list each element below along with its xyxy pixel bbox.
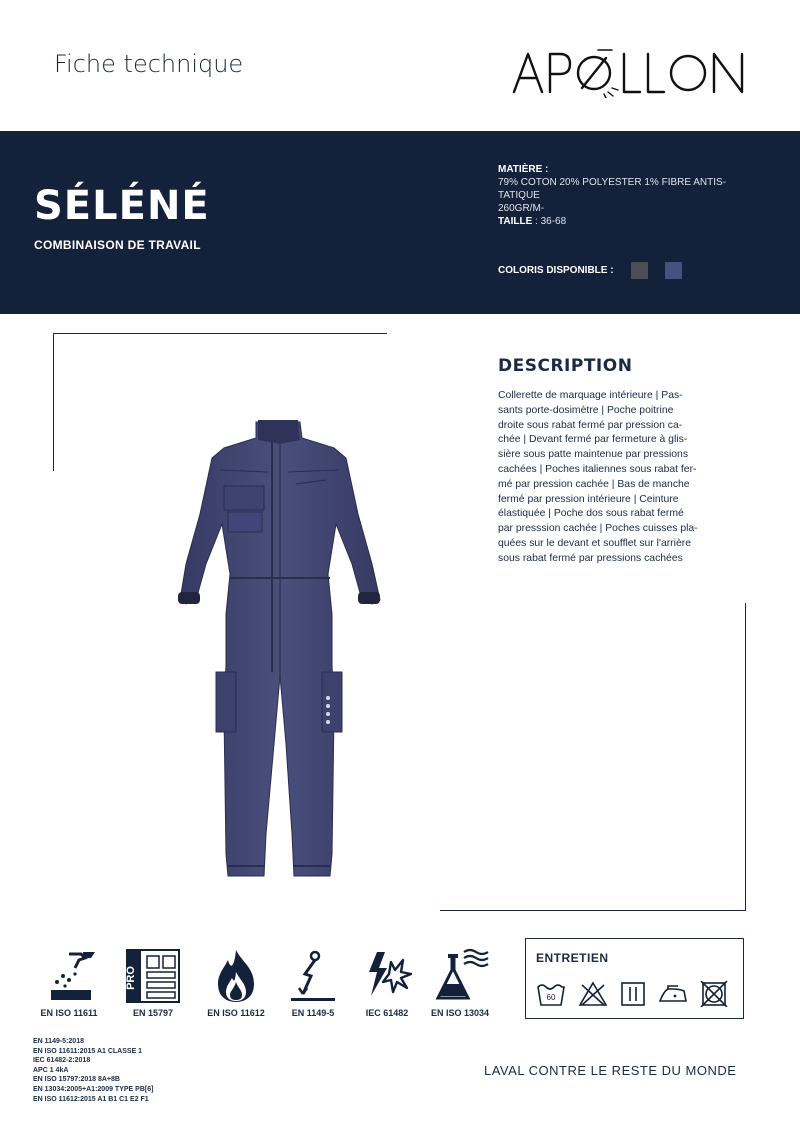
frame-line-right (745, 603, 746, 911)
description-line: par presssion cachée | Poches cuisses pla- (498, 523, 698, 535)
description-line: sants porte-dosimètre | Poche poitrine (498, 404, 674, 416)
description-line: mé par pression cachée | Bas de manche (498, 478, 690, 490)
norms-list (33, 1037, 153, 1104)
coverall-image (176, 414, 382, 884)
description-line: droite sous rabat fermé par pression ca- (498, 419, 683, 431)
norm-item: EN ISO 15797:2018 8A+8B (33, 1076, 120, 1084)
cert-label: EN ISO 11611 (40, 1008, 98, 1018)
cert-label: EN ISO 11612 (207, 1008, 265, 1018)
cert-label: EN 15797 (132, 1008, 174, 1018)
care-title: ENTRETIEN (536, 951, 609, 965)
product-subtitle: COMBINAISON DE TRAVAIL (34, 238, 201, 252)
product-specs (498, 163, 768, 228)
norm-item: APC 1 4kA (33, 1066, 69, 1074)
colors-row (498, 262, 682, 279)
color-swatch-navy[interactable] (665, 262, 682, 279)
cert-en-15797 (111, 948, 195, 1018)
material-value-line2: TATIQUE (498, 190, 540, 201)
material-value-line1: 79% COTON 20% POLYESTER 1% FIBRE ANTIS- (498, 177, 727, 188)
colors-label: COLORIS DISPONIBLE : (498, 265, 614, 276)
frame-line-bottom (440, 910, 746, 911)
no-tumble-dry-icon (700, 981, 728, 1007)
description-line: chée | Devant fermé par fermeture à glis- (498, 434, 688, 446)
norm-item: EN ISO 11612:2015 A1 B1 C1 E2 F1 (33, 1095, 149, 1103)
cert-en-1149-5 (271, 948, 355, 1018)
wash-temp: 60 (546, 993, 556, 1002)
description-text (498, 389, 720, 567)
cert-en-iso-11611 (27, 948, 111, 1018)
material-label: MATIÈRE : (498, 164, 549, 175)
frame-line-top (53, 333, 387, 334)
description-line: sous rabat fermé par pressions cachées (498, 552, 683, 564)
line-dry-icon (620, 981, 646, 1007)
product-name: SÉLÉNÉ (34, 183, 210, 229)
description-line: sière sous patte maintenue par pressions (498, 449, 689, 461)
welding-icon (39, 948, 99, 1004)
care-icons-row (536, 981, 728, 1007)
size-label: TAILLE (498, 216, 533, 227)
norm-item: IEC 61482-2:2018 (33, 1057, 91, 1065)
product-banner (0, 131, 800, 314)
cert-label: EN 1149-5 (291, 1008, 335, 1018)
chemical-flask-icon (430, 948, 490, 1004)
description-line: fermé par pression intérieure | Ceinture (498, 493, 679, 505)
flame-icon (208, 948, 264, 1004)
frame-line-left (53, 333, 54, 471)
description-line: Collerette de marquage intérieure | Pas- (498, 390, 683, 401)
description-line: élastiquée | Poche dos sous rabat fermé (498, 508, 684, 520)
page-title: Fiche technique (54, 50, 244, 78)
cert-label: EN ISO 13034 (430, 1008, 490, 1018)
svg-text:PRO: PRO (125, 966, 137, 990)
size-value: : 36-68 (532, 216, 567, 227)
description-line: cachées | Poches italiennes sous rabat fer- (498, 463, 697, 475)
footer-slogan: LAVAL CONTRE LE RESTE DU MONDE (484, 1063, 737, 1078)
antistatic-icon (285, 948, 341, 1004)
cert-iec-61482 (345, 948, 429, 1018)
description-line: quées sur le devant et soufflet sur l'arrière (498, 537, 691, 549)
fabric-weight: 260GR/M- (498, 203, 545, 214)
iron-low-icon (658, 981, 688, 1007)
norm-item: EN 13034:2005+A1:2009 TYPE PB[6] (33, 1085, 154, 1093)
cert-label: IEC 61482 (365, 1008, 409, 1018)
pro-laundry-icon (125, 948, 181, 1004)
color-swatch-grey[interactable] (631, 262, 648, 279)
electric-arc-icon (359, 948, 415, 1004)
care-instructions-box (525, 938, 744, 1019)
description-title: DESCRIPTION (498, 356, 633, 376)
cert-en-iso-13034 (418, 948, 502, 1018)
size-row (498, 215, 768, 228)
norm-item: EN ISO 11611:2015 A1 CLASSE 1 (33, 1047, 143, 1055)
norm-item: EN 1149-5:2018 (33, 1038, 84, 1045)
wash-60-icon (536, 981, 566, 1007)
brand-logo (512, 42, 748, 98)
no-bleach-icon (578, 981, 608, 1007)
cert-en-iso-11612 (194, 948, 278, 1018)
